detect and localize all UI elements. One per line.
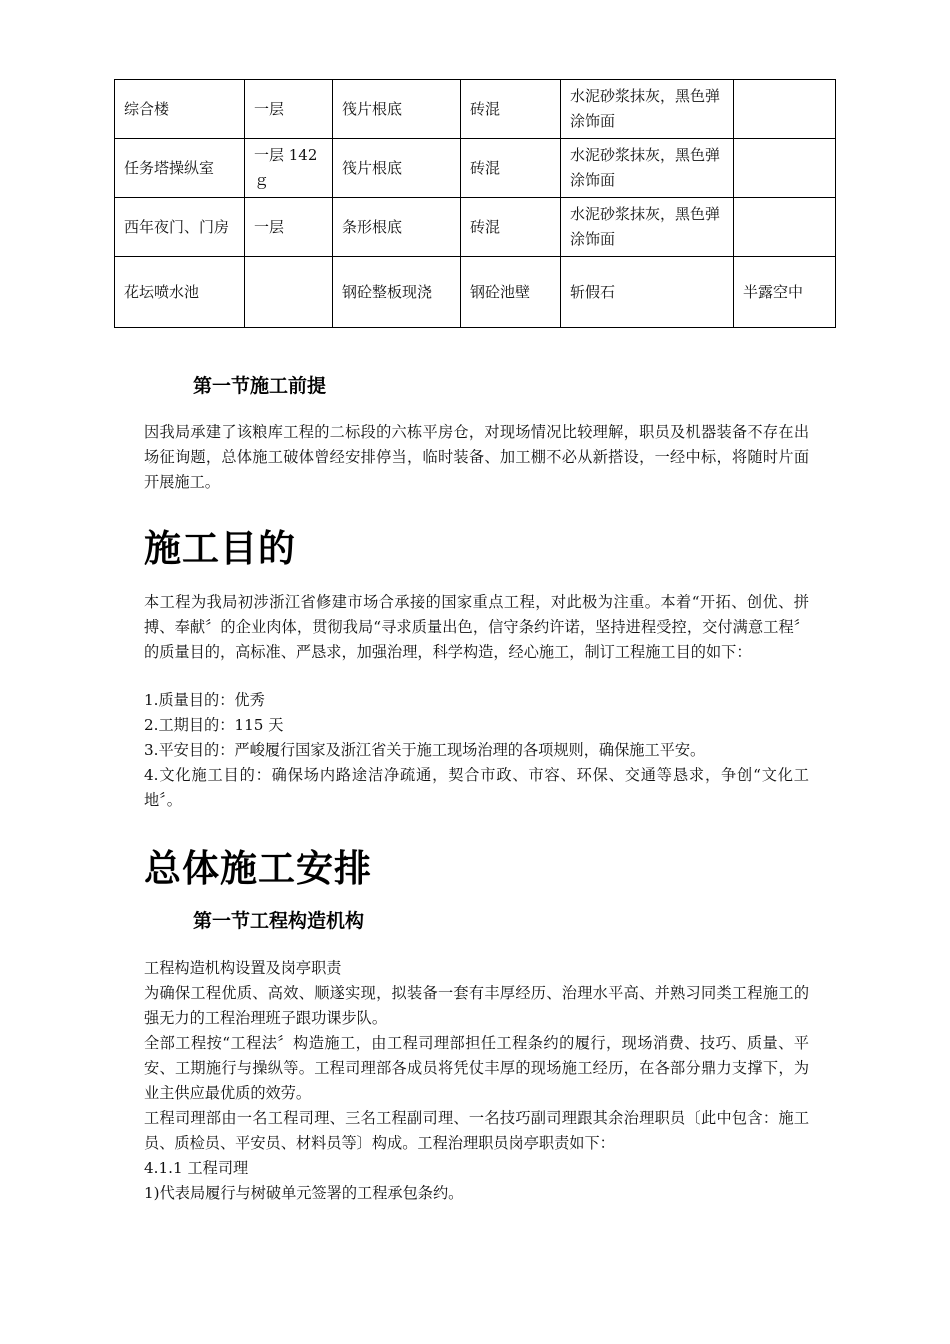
table-row (115, 198, 836, 257)
org-paragraph: 为确保工程优质、高效、顺遂实现，拟装备一套有丰厚经历、治理水平高、并熟习同类工程施工的强无力的工程治理班子跟功课步队。 (144, 984, 809, 1027)
chapter-heading-arrangement: 总体施工安排 (144, 847, 372, 890)
table-cell: 筏片根底 (333, 80, 461, 139)
org-subheading: 4.1.1 工程司理 (144, 1159, 249, 1177)
table-cell: 一层 (245, 198, 333, 257)
org-paragraph: 全部工程按“工程法〞构造施工，由工程司理部担任工程条约的履行，现场消费、技巧、质量、平安、工期施行与操纵等。工程司理部各成员将凭仗丰厚的现场施工经历，在各部分鼎力支撑下，为业主供应最优质的效劳。 (144, 1034, 809, 1102)
section-heading-organization: 第一节工程构造机构 (193, 910, 365, 932)
table-cell: 斩假石 (561, 257, 734, 328)
org-line: 1)代表局履行与树破单元签署的工程承包条约。 (144, 1184, 464, 1202)
table-cell: 砖混 (461, 139, 561, 198)
table-row (115, 139, 836, 198)
conditions-paragraph: 因我局承建了该粮库工程的二标段的六栋平房仓，对现场情况比较理解，职员及机器装备不存在出场征询题，总体施工破体曾经安排停当，临时装备、加工棚不必从新搭设，一经中标，将随时片面开展施工。 (144, 423, 809, 491)
table-cell: 水泥砂浆抹灰，黑色弹涂饰面 (561, 80, 734, 139)
table-cell: 砖混 (461, 198, 561, 257)
table-cell: 筏片根底 (333, 139, 461, 198)
table-cell: 水泥砂浆抹灰，黑色弹涂饰面 (561, 198, 734, 257)
table-cell: 一层 142ｇ (245, 139, 333, 198)
table-cell (245, 257, 333, 328)
goal-item: 4.文化施工目的：确保场内路途洁净疏通，契合市政、市容、环保、交通等恳求，争创“文化工地〞。 (144, 766, 809, 809)
table-cell: 综合楼 (115, 80, 245, 139)
goal-item: 1.质量目的：优秀 (144, 691, 265, 709)
table-cell: 任务塔操纵室 (115, 139, 245, 198)
goal-item: 2.工期目的：115 天 (144, 716, 284, 734)
table-cell: 西年夜门、门房 (115, 198, 245, 257)
table-cell (734, 198, 836, 257)
org-paragraph: 工程司理部由一名工程司理、三名工程副司理、一名技巧副司理跟其余治理职员〔此中包含：施工员、质检员、平安员、材料员等〕构成。工程治理职员岗亭职责如下： (144, 1109, 809, 1152)
building-spec-table (114, 79, 836, 328)
goals-paragraph: 本工程为我局初涉浙江省修建市场合承接的国家重点工程，对此极为注重。本着“开拓、创优、拼搏、奉献〞的企业肉体，贯彻我局“寻求质量出色，信守条约许诺，坚持进程受控，交付满意工程〞的质量目的，高标准、严恳求，加强治理，科学构造，经心施工，制订工程施工目的如下： (144, 593, 809, 661)
table-cell (734, 139, 836, 198)
org-line: 工程构造机构设置及岗亭职责 (144, 959, 342, 977)
table-cell: 砖混 (461, 80, 561, 139)
table-cell: 半露空中 (734, 257, 836, 328)
table-cell: 一层 (245, 80, 333, 139)
table-row (115, 257, 836, 328)
table-cell: 钢砼池壁 (461, 257, 561, 328)
table-cell: 水泥砂浆抹灰，黑色弹涂饰面 (561, 139, 734, 198)
table-cell (734, 80, 836, 139)
table-cell: 条形根底 (333, 198, 461, 257)
section-heading-conditions: 第一节施工前提 (193, 375, 327, 397)
chapter-heading-goals: 施工目的 (144, 527, 296, 570)
table-row (115, 80, 836, 139)
table-cell: 花坛喷水池 (115, 257, 245, 328)
goal-item: 3.平安目的：严峻履行国家及浙江省关于施工现场治理的各项规则，确保施工平安。 (144, 741, 706, 759)
table-cell: 钢砼整板现浇 (333, 257, 461, 328)
